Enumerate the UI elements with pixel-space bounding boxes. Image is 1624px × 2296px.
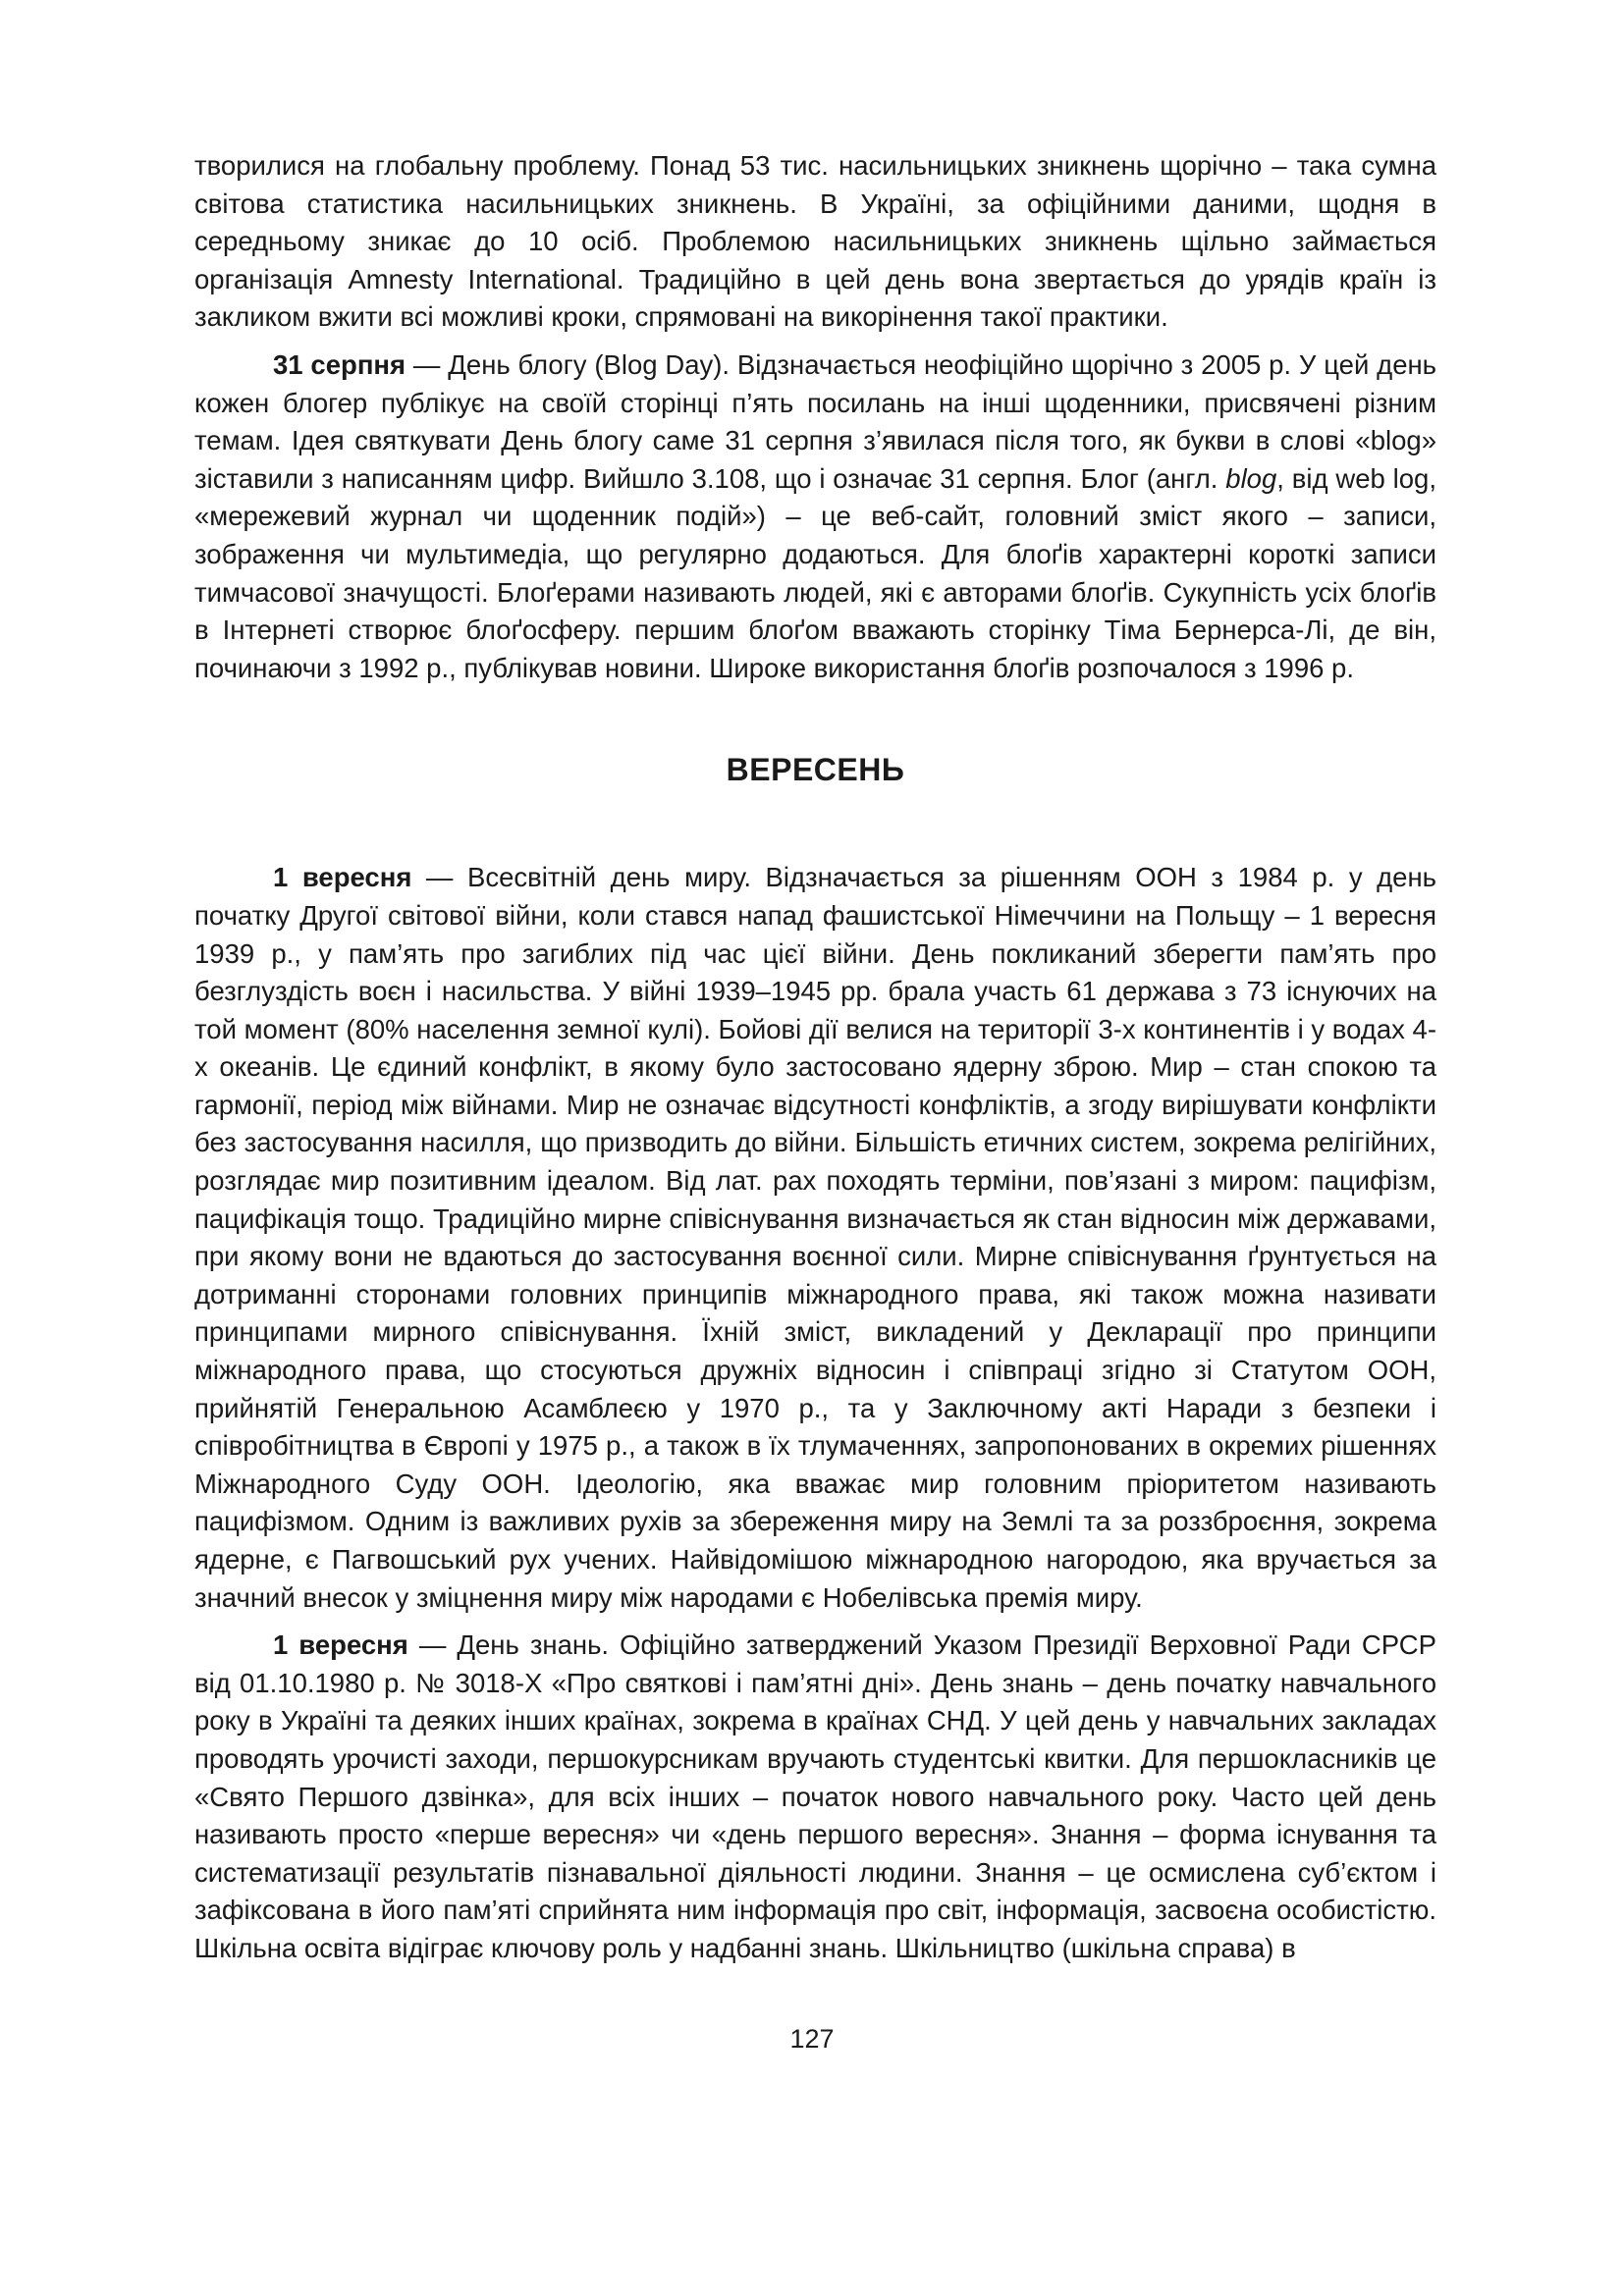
continuation-paragraph: творилися на глобальну проблему. Понад 53 тис. насильницьких зникнень щорічно – така сумна світова статистика насильницьких зникнень. В Україні, за офіційними даними, щодня в середньому зникає до 10 осіб. Проблемою насильницьких зникнень щільно займається організація Amnesty International. Традиційно в цей день вона звертається до урядів країн із закликом вжити всі можливі кроки, спрямовані на викорінення такої практики. (194, 150, 1436, 333)
entry-date: 1 вересня (273, 862, 412, 893)
entry-date: 31 серпня (273, 348, 406, 380)
entry-paragraph (194, 859, 1436, 1617)
entry-body: — Всесвітній день миру. Відзначається за рішенням ООН з 1984 р. у день початку Другої світової війни, коли стався напад фашистської Німеччини на Польщу – 1 вересня 1939 р., у пам’ять про загиблих під час цієї війни. День покликаний зберегти пам’ять про безглуздість воєн і насильства. У війні 1939–1945 рр. брала участь 61 держава з 73 існуючих на той момент (80% населення земної кулі). Бойові дії велися на території 3-х континентів і у водах 4-х океанів. Це єдиний конфлікт, в якому було застосовано ядерну зброю. Мир – стан спокою та гармонії, період між війнами. Мир не означає відсутності конфліктів, а згоду вирішувати конфлікти без застосування насилля, що призводить до війни. Більшість етичних систем, зокрема релігійних, розглядає мир позитивним ідеалом. Від лат. pax походять терміни, пов’язані з миром: пацифізм, пацифікація тощо. Традиційно мирне співіснування визначається як стан відносин між державами, при якому вони не вдаються до застосування воєнної сили. Мирне співіснування ґрунтується на дотриманні сторонами головних принципів міжнародного права, які також можна називати принципами мирного співіснування. Їхній зміст, викладений у Декларації про принципи міжнародного права, що стосуються дружніх відносин і співпраці згідно зі Статутом ООН, прийнятій Генеральною Асамблеєю у 1970 р., та у Заключному акті Наради з безпеки і співробітництва в Європі у 1975 р., а також в їх тлумаченнях, запропонованих в окремих рішеннях Міжнародного Суду ООН. Ідеологію, яка вважає мир головним пріоритетом називають пацифізмом. Одним із важливих рухів за збереження миру на Землі та за роззброєння, зокрема ядерне, є Пагвошський рух учених. Найвідомішою міжнародною нагородою, яка вручається за значний внесок у зміцнення миру між народами є Нобелівська премія миру. (194, 862, 1436, 1613)
entry-paragraph (194, 1627, 1436, 1967)
page-number: 127 (789, 2024, 835, 2054)
section-title: ВЕРЕСЕНЬ (726, 752, 905, 788)
entry-body: — День знань. Офіційно затверджений Указом Президії Верховної Ради СРСР від 01.10.1980 р. № 3018-Х «Про святкові і пам’ятні дні». День знань – день початку навчального року в Україні та деяких інших країнах, зокрема в країнах СНД. У цей день у навчальних закладах проводять урочисті заходи, першокурсникам вручають студентські квитки. Для першокласників це «Свято Першого дзвінка», для всіх інших – початок нового навчального року. Часто цей день називають просто «перше вересня» чи «день першого вересня». Знання – форма існування та систематизації результатів пізнавальної діяльності людини. Знання – це осмислена суб’єктом і зафіксована в його пам’яті сприйнята ним інформація про світ, інформація, засвоєна особистістю. Шкільна освіта відіграє ключову роль у надбанні знань. Шкільництво (шкільна справа) в (194, 1629, 1436, 1963)
entry-paragraph (194, 347, 1436, 687)
document-page (194, 147, 1436, 1978)
entry-body: — День блогу (Blog Day). Відзначається неофіційно щорічно з 2005 р. У цей день кожен блогер публікує на своїй сторінці п’ять посилань на інші щоденники, присвячені різним темам. Ідея святкувати День блогу саме 31 серпня з’явилася після того, як букви в слові «blog» зіставили з написанням цифр. Вийшло 3.108, що і означає 31 серпня. Блог (англ. blog, від web log, «мережевий журнал чи щоденник подій») – це веб-сайт, головний зміст якого – записи, зображення чи мультимедіа, що регулярно додаються. Для блоґів характерні короткі записи тимчасової значущості. Блоґерами називають людей, які є авторами блоґів. Сукупність усіх блоґів в Інтернеті створює блоґосферу. першим блоґом вважають сторінку Тіма Бернерса-Лі, де він, починаючи з 1992 р., публікував новини. Широке використання блоґів розпочалося з 1996 р. (194, 348, 1437, 683)
entry-date: 1 вересня (273, 1629, 408, 1661)
